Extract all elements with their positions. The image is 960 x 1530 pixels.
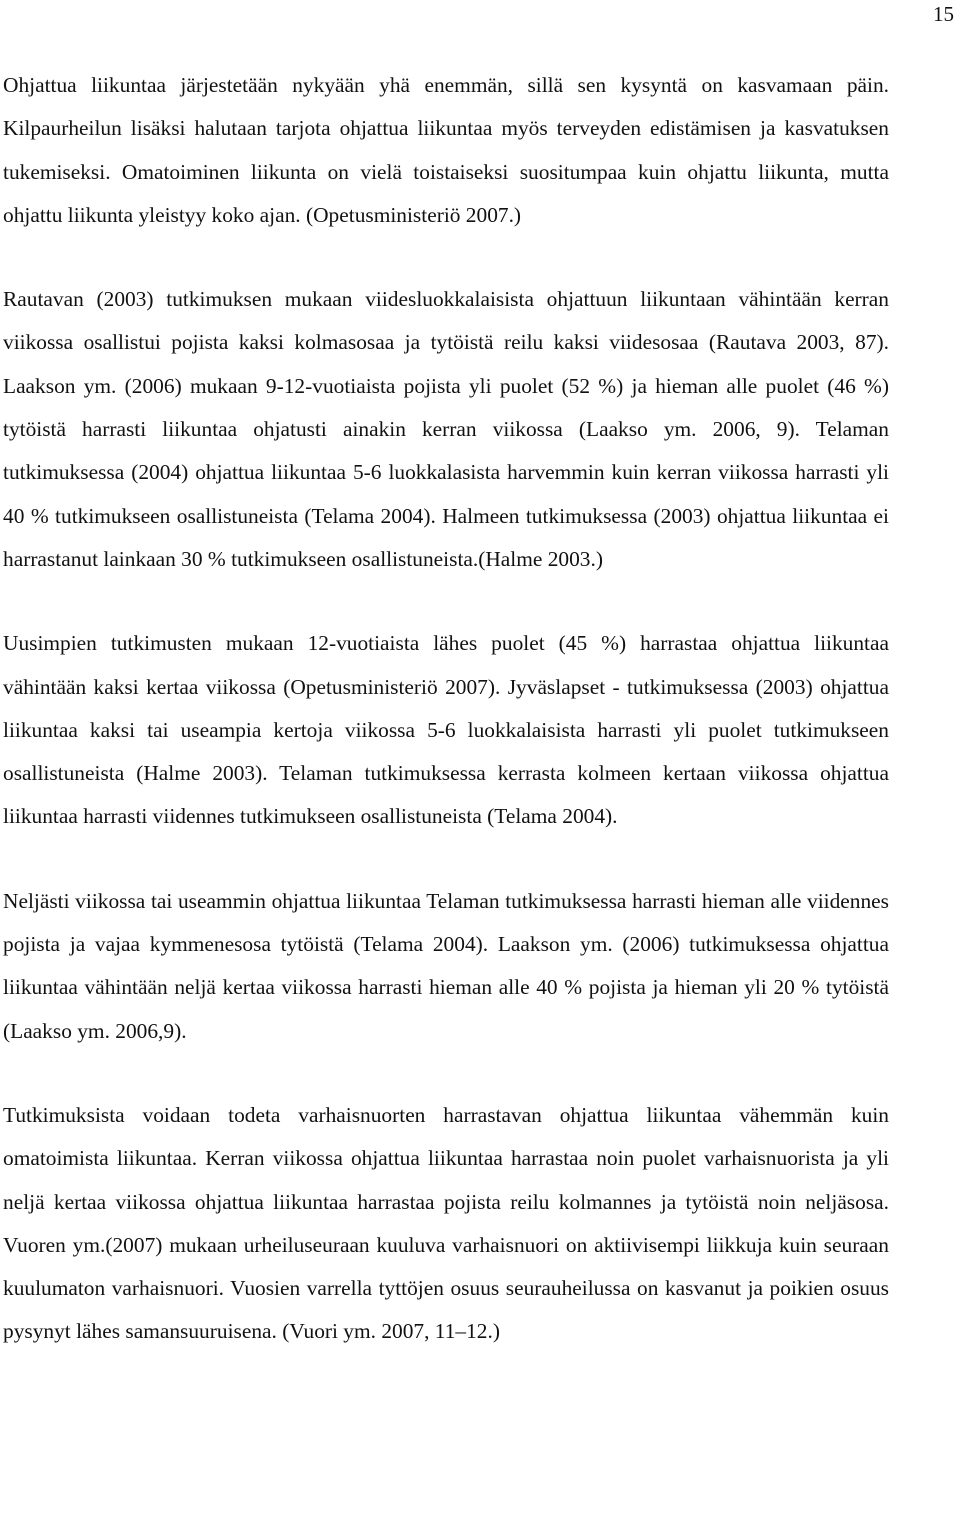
document-body xyxy=(3,64,889,1354)
paragraph: Rautavan (2003) tutkimuksen mukaan viidesluokkalaisista ohjattuun liikuntaan vähintään kerran viikossa osallistui pojista kaksi kolmasosaa ja tytöistä reilu kaksi viidesosaa (Rautava 2003, 87). Laakson ym. (2006) mukaan 9-12-vuotiaista pojista yli puolet (52 %) ja hieman alle puolet (46 %) tytöistä harrasti liikuntaa ohjatusti ainakin kerran viikossa (Laakso ym. 2006, 9). Telaman tutkimuksessa (2004) ohjattua liikuntaa 5-6 luokkalasista harvemmin kuin kerran viikossa harrasti yli 40 % tutkimukseen osallistuneista (Telama 2004). Halmeen tutkimuksessa (2003) ohjattua liikuntaa ei harrastanut lainkaan 30 % tutkimukseen osallistuneista.(Halme 2003.) xyxy=(3,287,889,571)
paragraph: Tutkimuksista voidaan todeta varhaisnuorten harrastavan ohjattua liikuntaa vähemmän kuin omatoimista liikuntaa. Kerran viikossa ohjattua liikuntaa harrastaa noin puolet varhaisnuorista ja yli neljä kertaa viikossa ohjattua liikuntaa harrastaa pojista reilu kolmannes ja tytöistä noin neljäsosa. Vuoren ym.(2007) mukaan urheiluseuraan kuuluva varhaisnuori on aktiivisempi liikkuja kuin seuraan kuulumaton varhaisnuori. Vuosien varrella tyttöjen osuus seurauheilussa on kasvanut ja poikien osuus pysynyt lähes samansuuruisena. (Vuori ym. 2007, 11–12.) xyxy=(3,1102,889,1344)
paragraph: Uusimpien tutkimusten mukaan 12-vuotiaista lähes puolet (45 %) harrastaa ohjattua liikuntaa vähintään kaksi kertaa viikossa (Opetusministeriö 2007). Jyväslapset - tutkimuksessa (2003) ohjattua liikuntaa kaksi tai useampia kertoja viikossa 5-6 luokkalaisista harrasti yli puolet tutkimukseen osallistuneista (Halme 2003). Telaman tutkimuksessa kerrasta kolmeen kertaan viikossa ohjattua liikuntaa harrasti viidennes tutkimukseen osallistuneista (Telama 2004). xyxy=(3,631,889,829)
paragraph: Ohjattua liikuntaa järjestetään nykyään yhä enemmän, sillä sen kysyntä on kasvamaan päin. Kilpaurheilun lisäksi halutaan tarjota ohjattua liikuntaa myös terveyden edistämisen ja kasvatuksen tukemiseksi. Omatoiminen liikunta on vielä toistaiseksi suositumpaa kuin ohjattu liikunta, mutta ohjattu liikunta yleistyy koko ajan. (Opetusministeriö 2007.) xyxy=(3,73,889,227)
page-number: 15 xyxy=(933,2,954,26)
paragraph: Neljästi viikossa tai useammin ohjattua liikuntaa Telaman tutkimuksessa harrasti hieman alle viidennes pojista ja vajaa kymmenesosa tytöistä (Telama 2004). Laakson ym. (2006) tutkimuksessa ohjattua liikuntaa vähintään neljä kertaa viikossa harrasti hieman alle 40 % pojista ja hieman yli 20 % tytöistä (Laakso ym. 2006,9). xyxy=(3,888,889,1043)
